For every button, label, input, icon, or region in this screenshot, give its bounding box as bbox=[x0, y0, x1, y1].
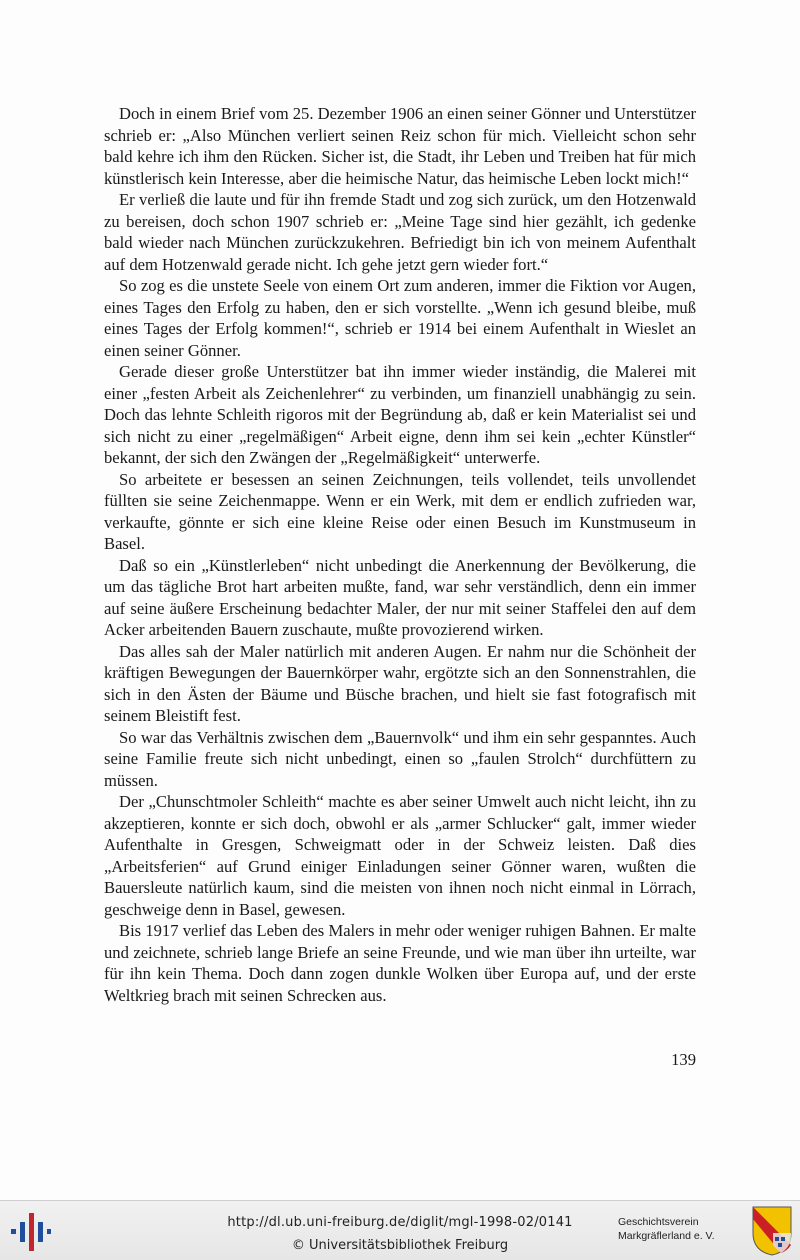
paragraph: Doch in einem Brief vom 25. Dezember 1906 an einen seiner Gönner und Unterstützer schrieb er: „Also München verliert seinen Reiz schon für mich. Vielleicht schon sehr bald kehre ich ihm den Rücken. Sicher ist, die Stadt, ihr Leben und Treiben hat für mich künstlerisch kein Interesse, aber die heimische Natur, das heimische Leben lockt mich!“ bbox=[104, 104, 696, 188]
society-name[interactable] bbox=[618, 1215, 748, 1243]
paragraph: Der „Chunschtmoler Schleith“ machte es aber seiner Umwelt auch nicht leicht, ihn zu akzeptieren, konnte er sich doch, obwohl er als „armer Schlucker“ galt, immer wieder Aufenthalte in Gresgen, Schweigmatt oder in der Schweiz leisten. Daß dies „Arbeitsferien“ auf Grund einiger Einladungen seiner Gönner waren, wußten die Bauersleute natürlich kaum, sind die meisten von ihnen noch nicht einmal in Lörrach, geschweige denn in Basel, gewesen. bbox=[104, 792, 696, 919]
paragraph: Er verließ die laute und für ihn fremde Stadt und zog sich zurück, um den Hotzenwald zu bereisen, doch schon 1907 schrieb er: „Meine Tage sind hier gezählt, ich gedenke bald wieder nach München zurückzukehren. Befriedigt bin ich von meinem Aufenthalt auf dem Hotzenwald gerade nicht. Ich gehe jetzt gern wieder fort.“ bbox=[104, 190, 696, 274]
page-number: 139 bbox=[671, 1050, 696, 1069]
permalink-url[interactable]: http://dl.ub.uni-freiburg.de/diglit/mgl-1998-02/0141 bbox=[227, 1215, 573, 1230]
viewer-footer bbox=[0, 1200, 800, 1260]
paragraph: So war das Verhältnis zwischen dem „Bauernvolk“ und ihm ein sehr gespanntes. Auch seine Familie freute sich nicht unbedingt, einen so „faulen Strolch“ durchfüttern zu müssen. bbox=[104, 727, 696, 790]
coat-of-arms-icon[interactable] bbox=[751, 1205, 793, 1257]
paragraph: Daß so ein „Künstlerleben“ nicht unbedingt die Anerkennung der Bevölkerung, die um das tägliche Brot hart arbeiten mußte, fand, war sehr verständlich, denn ein immer auf seine äußere Erscheinung bedachter Maler, der nur mit seiner Staffelei den auf dem Acker arbeitenden Bauern zuschaute, mußte provozierend wirken. bbox=[104, 555, 696, 639]
ub-freiburg-logo-icon[interactable] bbox=[8, 1209, 52, 1255]
paragraph: Gerade dieser große Unterstützer bat ihn immer wieder inständig, die Malerei mit einer „festen Arbeit als Zeichenlehrer“ zu verbinden, um finanziell unabhängig zu sein. Doch das lehnte Schleith rigoros mit der Begründung ab, daß er kein Materialist sei und sich nicht zu einer „regelmäßigen“ Arbeit eigne, denn ihm sei kein „echter Künstler“ bekannt, der sich den Zwängen der „Regelmäßigkeit“ unterwerfe. bbox=[104, 362, 696, 467]
copyright-notice: © Universitätsbibliothek Freiburg bbox=[291, 1238, 509, 1253]
paragraph: So zog es die unstete Seele von einem Ort zum anderen, immer die Fiktion vor Augen, eines Tages den Erfolg zu haben, den er sich vorstellte. „Wenn ich gesund bleibe, muß eines Tages der Erfolg kommen!“, schrieb er 1914 bei einem Aufenthalt in Wieslet an einen seiner Gönner. bbox=[104, 276, 696, 360]
paragraph: Bis 1917 verlief das Leben des Malers in mehr oder weniger ruhigen Bahnen. Er malte und zeichnete, schrieb lange Briefe an seine Freunde, und wie man über ihn urteilte, war für ihn kein Thema. Doch dann zogen dunkle Wolken über Europa auf, und der erste Weltkrieg brach mit seinen Schrecken aus. bbox=[104, 921, 696, 1005]
body-text bbox=[104, 103, 696, 1006]
society-name-line: Geschichtsverein bbox=[618, 1216, 699, 1228]
paragraph: So arbeitete er besessen an seinen Zeichnungen, teils vollendet, teils unvollendet füllten sie seine Zeichenmappe. Wenn er ein Werk, mit dem er endlich zufrieden war, verkaufte, gönnte er sich eine kleine Reise oder einen Besuch im Kunstmuseum in Basel. bbox=[104, 469, 696, 553]
paragraph: Das alles sah der Maler natürlich mit anderen Augen. Er nahm nur die Schönheit der kräftigen Bewegungen der Bauernkörper wahr, ergötzte sich an den Sonnenstrahlen, die sich in den Ästen der Bäume und Büsche brachen, und hielt sie fast fotografisch mit seinem Bleistift fest. bbox=[104, 641, 696, 725]
society-name-line: Markgräflerland e. V. bbox=[618, 1230, 715, 1242]
